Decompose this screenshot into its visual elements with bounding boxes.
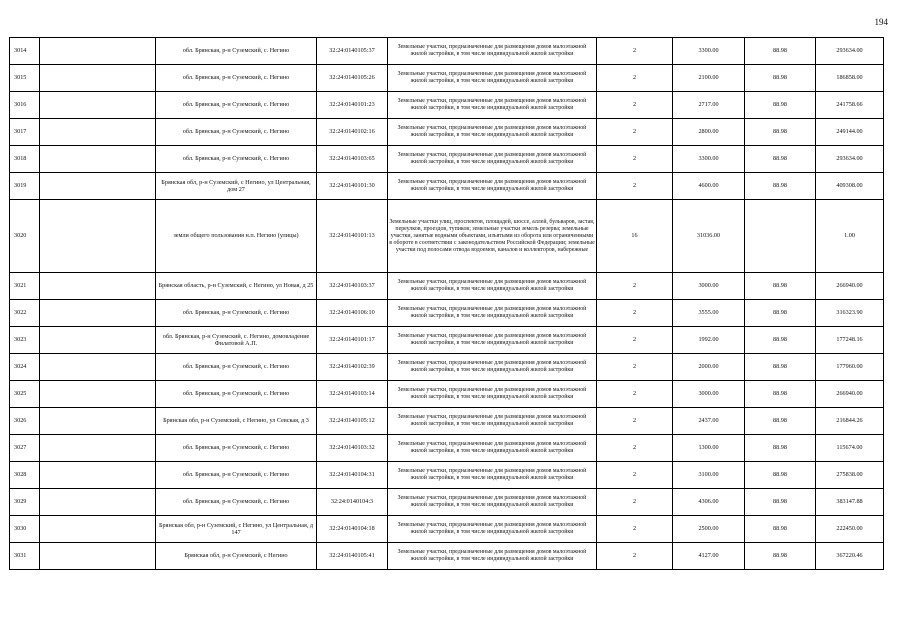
area-cell: 4127.00	[673, 543, 745, 570]
area-cell: 2800.00	[673, 119, 745, 146]
use-group-cell: 2	[597, 354, 673, 381]
blank-cell	[40, 435, 156, 462]
cadastral-number-cell: 32:24:0140105:12	[317, 408, 388, 435]
permitted-use-cell: Земельные участки, предназначенные для размещения домов малоэтажной жилой застройки, в том числе индивидуальной жилой застройки	[388, 327, 597, 354]
cadastral-value-cell: 266940.00	[816, 381, 884, 408]
cadastral-value-cell: 186858.00	[816, 65, 884, 92]
cadastral-value-cell: 222450.00	[816, 516, 884, 543]
cadastral-number-cell: 32:24:0140101:30	[317, 173, 388, 200]
specific-value-cell: 88.98	[745, 173, 816, 200]
area-cell: 3300.00	[673, 38, 745, 65]
permitted-use-cell: Земельные участки, предназначенные для размещения домов малоэтажной жилой застройки, в том числе индивидуальной жилой застройки	[388, 119, 597, 146]
use-group-cell: 2	[597, 543, 673, 570]
blank-cell	[40, 273, 156, 300]
cadastral-value-cell: 367220.46	[816, 543, 884, 570]
blank-cell	[40, 381, 156, 408]
blank-cell	[40, 300, 156, 327]
row-number: 3025	[10, 381, 40, 408]
use-group-cell: 2	[597, 435, 673, 462]
address-cell: обл. Брянская, р-н Суземский, с. Негино	[156, 38, 317, 65]
use-group-cell: 2	[597, 489, 673, 516]
table-row	[10, 381, 884, 408]
cadastral-number-cell: 32:24:0140103:14	[317, 381, 388, 408]
table-row	[10, 462, 884, 489]
table-row	[10, 92, 884, 119]
cadastral-number-cell: 32:24:0140101:17	[317, 327, 388, 354]
specific-value-cell: 88.98	[745, 543, 816, 570]
table-row	[10, 516, 884, 543]
specific-value-cell: 88.98	[745, 435, 816, 462]
blank-cell	[40, 146, 156, 173]
cadastral-number-cell: 32:24:0140103:32	[317, 435, 388, 462]
blank-cell	[40, 408, 156, 435]
row-number: 3019	[10, 173, 40, 200]
permitted-use-cell: Земельные участки, предназначенные для размещения домов малоэтажной жилой застройки, в том числе индивидуальной жилой застройки	[388, 435, 597, 462]
address-cell: Брянская обл, р-н Суземский, с Негино, ул Севская, д 3	[156, 408, 317, 435]
cadastral-value-cell: 216844.26	[816, 408, 884, 435]
specific-value-cell: 88.98	[745, 354, 816, 381]
address-cell: Брянская обл, р-н Суземский, с Негино, ул Центральная, дом 27	[156, 173, 317, 200]
use-group-cell: 2	[597, 273, 673, 300]
table-row	[10, 119, 884, 146]
specific-value-cell: 88.98	[745, 119, 816, 146]
area-cell: 31036.00	[673, 200, 745, 273]
table-row	[10, 200, 884, 273]
address-cell: Брянская обл, р-н Суземский, с Негино, ул Центральная, д 147	[156, 516, 317, 543]
address-cell: обл. Брянская, р-н Суземский, с. Негино	[156, 146, 317, 173]
cadastral-value-cell: 241758.66	[816, 92, 884, 119]
specific-value-cell: 88.98	[745, 489, 816, 516]
specific-value-cell: 88.98	[745, 516, 816, 543]
table-row	[10, 300, 884, 327]
table-row	[10, 354, 884, 381]
cadastral-value-cell: 275838.00	[816, 462, 884, 489]
permitted-use-cell: Земельные участки, предназначенные для размещения домов малоэтажной жилой застройки, в том числе индивидуальной жилой застройки	[388, 381, 597, 408]
area-cell: 3000.00	[673, 381, 745, 408]
cadastral-value-cell: 249144.00	[816, 119, 884, 146]
blank-cell	[40, 516, 156, 543]
area-cell: 2000.00	[673, 354, 745, 381]
specific-value-cell: 88.98	[745, 300, 816, 327]
address-cell: обл. Брянская, р-н Суземский, с. Негино	[156, 435, 317, 462]
area-cell: 2100.00	[673, 65, 745, 92]
blank-cell	[40, 119, 156, 146]
cadastral-number-cell: 32:24:0140102:16	[317, 119, 388, 146]
table-row	[10, 38, 884, 65]
permitted-use-cell: Земельные участки, предназначенные для размещения домов малоэтажной жилой застройки, в том числе индивидуальной жилой застройки	[388, 543, 597, 570]
cadastral-value-cell: 293634.00	[816, 146, 884, 173]
specific-value-cell: 88.98	[745, 327, 816, 354]
permitted-use-cell: Земельные участки, предназначенные для размещения домов малоэтажной жилой застройки, в том числе индивидуальной жилой застройки	[388, 408, 597, 435]
address-cell: обл. Брянская, р-н Суземский, с. Негино	[156, 381, 317, 408]
row-number: 3021	[10, 273, 40, 300]
row-number: 3023	[10, 327, 40, 354]
blank-cell	[40, 92, 156, 119]
permitted-use-cell: Земельные участки, предназначенные для размещения домов малоэтажной жилой застройки, в том числе индивидуальной жилой застройки	[388, 92, 597, 119]
cadastral-number-cell: 32:24:0140105:37	[317, 38, 388, 65]
table-row	[10, 327, 884, 354]
cadastral-value-cell: 1.00	[816, 200, 884, 273]
table-row	[10, 489, 884, 516]
use-group-cell: 2	[597, 300, 673, 327]
blank-cell	[40, 489, 156, 516]
permitted-use-cell: Земельные участки, предназначенные для размещения домов малоэтажной жилой застройки, в том числе индивидуальной жилой застройки	[388, 300, 597, 327]
area-cell: 3555.00	[673, 300, 745, 327]
cadastral-number-cell: 32:24:0140103:37	[317, 273, 388, 300]
use-group-cell: 2	[597, 408, 673, 435]
table-row	[10, 173, 884, 200]
table-row	[10, 408, 884, 435]
cadastral-value-cell: 409308.00	[816, 173, 884, 200]
row-number: 3015	[10, 65, 40, 92]
specific-value-cell: 88.98	[745, 146, 816, 173]
blank-cell	[40, 327, 156, 354]
land-registry-table	[9, 37, 884, 570]
blank-cell	[40, 200, 156, 273]
use-group-cell: 16	[597, 200, 673, 273]
table-row	[10, 543, 884, 570]
area-cell: 2437.00	[673, 408, 745, 435]
permitted-use-cell: Земельные участки, предназначенные для размещения домов малоэтажной жилой застройки, в том числе индивидуальной жилой застройки	[388, 38, 597, 65]
table-body	[10, 38, 884, 570]
address-cell: обл. Брянская, р-н Суземский, с. Негино	[156, 354, 317, 381]
blank-cell	[40, 354, 156, 381]
area-cell: 3100.00	[673, 462, 745, 489]
address-cell: земли общего пользования н.п. Негино (улицы)	[156, 200, 317, 273]
blank-cell	[40, 65, 156, 92]
permitted-use-cell: Земельные участки улиц, проспектов, площадей, шоссе, аллей, бульваров, застав, переулков, проездов, тупиков; земельные участки земель резерва; земельные участки, занятые водными объектами, изъятыми из оборота или ограниченными в обороте в соответствии с законодательством Российской Федерации; земельные участки под полосами отвода водоемов, каналов и коллекторов, набережные	[388, 200, 597, 273]
address-cell: обл. Брянская, р-н Суземский, с. Негино	[156, 462, 317, 489]
permitted-use-cell: Земельные участки, предназначенные для размещения домов малоэтажной жилой застройки, в том числе индивидуальной жилой застройки	[388, 354, 597, 381]
address-cell: Брянская область, р-н Суземский, с Негино, ул Новая, д 25	[156, 273, 317, 300]
use-group-cell: 2	[597, 65, 673, 92]
permitted-use-cell: Земельные участки, предназначенные для размещения домов малоэтажной жилой застройки, в том числе индивидуальной жилой застройки	[388, 462, 597, 489]
use-group-cell: 2	[597, 381, 673, 408]
row-number: 3028	[10, 462, 40, 489]
table-row	[10, 65, 884, 92]
address-cell: обл. Брянская, р-н Суземский, с. Негино	[156, 65, 317, 92]
area-cell: 4600.00	[673, 173, 745, 200]
cadastral-number-cell: 32:24:0140105:26	[317, 65, 388, 92]
permitted-use-cell: Земельные участки, предназначенные для размещения домов малоэтажной жилой застройки, в том числе индивидуальной жилой застройки	[388, 516, 597, 543]
row-number: 3026	[10, 408, 40, 435]
address-cell: обл. Брянская, р-н Суземский, с. Негино	[156, 119, 317, 146]
specific-value-cell: 88.98	[745, 462, 816, 489]
table-row	[10, 146, 884, 173]
permitted-use-cell: Земельные участки, предназначенные для размещения домов малоэтажной жилой застройки, в том числе индивидуальной жилой застройки	[388, 273, 597, 300]
cadastral-number-cell: 32:24:0140104:3	[317, 489, 388, 516]
permitted-use-cell: Земельные участки, предназначенные для размещения домов малоэтажной жилой застройки, в том числе индивидуальной жилой застройки	[388, 146, 597, 173]
use-group-cell: 2	[597, 92, 673, 119]
permitted-use-cell: Земельные участки, предназначенные для размещения домов малоэтажной жилой застройки, в том числе индивидуальной жилой застройки	[388, 65, 597, 92]
cadastral-number-cell: 32:24:0140101:13	[317, 200, 388, 273]
permitted-use-cell: Земельные участки, предназначенные для размещения домов малоэтажной жилой застройки, в том числе индивидуальной жилой застройки	[388, 489, 597, 516]
specific-value-cell: 88.98	[745, 92, 816, 119]
row-number: 3016	[10, 92, 40, 119]
permitted-use-cell: Земельные участки, предназначенные для размещения домов малоэтажной жилой застройки, в том числе индивидуальной жилой застройки	[388, 173, 597, 200]
table-row	[10, 273, 884, 300]
specific-value-cell: 88.98	[745, 273, 816, 300]
specific-value-cell: 88.98	[745, 381, 816, 408]
cadastral-number-cell: 32:24:0140102:39	[317, 354, 388, 381]
use-group-cell: 2	[597, 146, 673, 173]
cadastral-number-cell: 32:24:0140104:18	[317, 516, 388, 543]
row-number: 3029	[10, 489, 40, 516]
row-number: 3017	[10, 119, 40, 146]
row-number: 3022	[10, 300, 40, 327]
area-cell: 1992.00	[673, 327, 745, 354]
row-number: 3030	[10, 516, 40, 543]
specific-value-cell: 88.98	[745, 65, 816, 92]
address-cell: Брянская обл, р-н Суземский, с Негино	[156, 543, 317, 570]
cadastral-value-cell: 293634.00	[816, 38, 884, 65]
cadastral-value-cell: 266940.00	[816, 273, 884, 300]
row-number: 3018	[10, 146, 40, 173]
area-cell: 2500.00	[673, 516, 745, 543]
cadastral-value-cell: 383147.88	[816, 489, 884, 516]
cadastral-value-cell: 177248.16	[816, 327, 884, 354]
row-number: 3014	[10, 38, 40, 65]
use-group-cell: 2	[597, 327, 673, 354]
cadastral-value-cell: 177960.00	[816, 354, 884, 381]
cadastral-number-cell: 32:24:0140104:31	[317, 462, 388, 489]
area-cell: 4306.00	[673, 489, 745, 516]
blank-cell	[40, 173, 156, 200]
cadastral-number-cell: 32:24:0140106:10	[317, 300, 388, 327]
row-number: 3020	[10, 200, 40, 273]
specific-value-cell	[745, 200, 816, 273]
address-cell: обл. Брянская, р-н Суземский, с. Негино	[156, 300, 317, 327]
page-number: 194	[874, 17, 888, 27]
blank-cell	[40, 38, 156, 65]
use-group-cell: 2	[597, 462, 673, 489]
row-number: 3024	[10, 354, 40, 381]
table-row	[10, 435, 884, 462]
address-cell: обл. Брянская, р-н Суземский, с. Негино	[156, 92, 317, 119]
use-group-cell: 2	[597, 516, 673, 543]
blank-cell	[40, 462, 156, 489]
cadastral-value-cell: 115674.00	[816, 435, 884, 462]
area-cell: 2717.00	[673, 92, 745, 119]
blank-cell	[40, 543, 156, 570]
area-cell: 3000.00	[673, 273, 745, 300]
area-cell: 3300.00	[673, 146, 745, 173]
specific-value-cell: 88.98	[745, 408, 816, 435]
row-number: 3031	[10, 543, 40, 570]
cadastral-number-cell: 32:24:0140105:41	[317, 543, 388, 570]
cadastral-number-cell: 32:24:0140101:23	[317, 92, 388, 119]
row-number: 3027	[10, 435, 40, 462]
address-cell: обл. Брянская, р-н Суземский, с. Негино, домовладение Филатовой А.П.	[156, 327, 317, 354]
use-group-cell: 2	[597, 119, 673, 146]
use-group-cell: 2	[597, 38, 673, 65]
use-group-cell: 2	[597, 173, 673, 200]
cadastral-number-cell: 32:24:0140103:65	[317, 146, 388, 173]
cadastral-value-cell: 316323.90	[816, 300, 884, 327]
address-cell: обл. Брянская, р-н Суземский, с. Негино	[156, 489, 317, 516]
area-cell: 1300.00	[673, 435, 745, 462]
specific-value-cell: 88.98	[745, 38, 816, 65]
